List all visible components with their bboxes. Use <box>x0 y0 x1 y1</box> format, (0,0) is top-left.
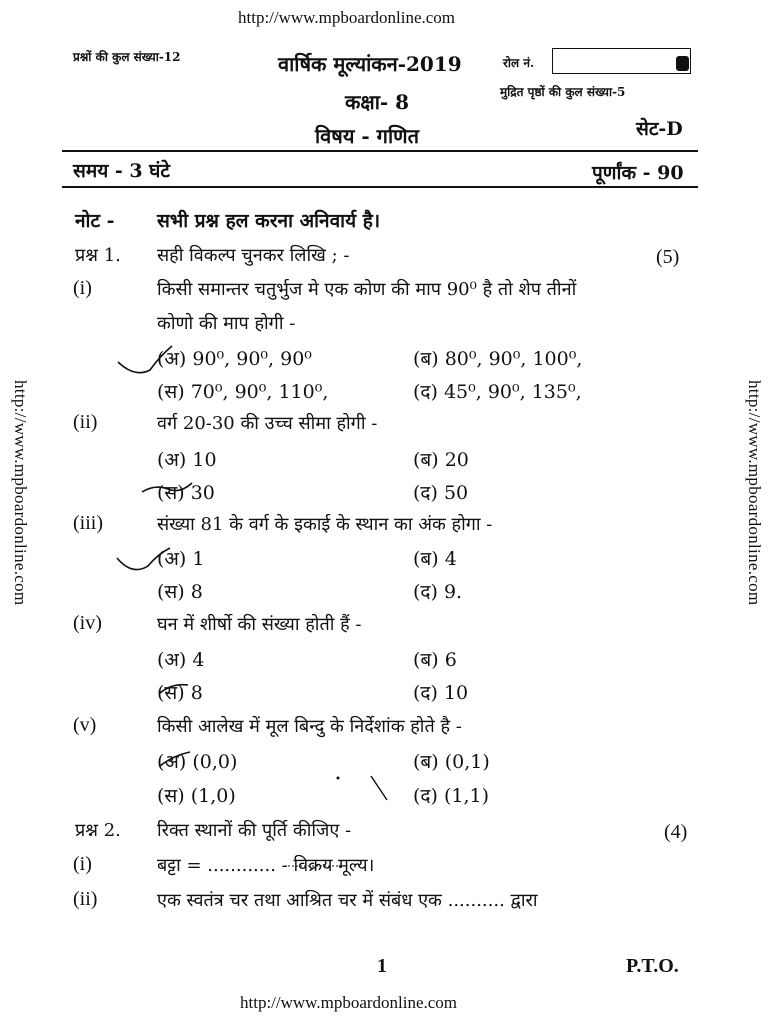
q1-iv-opt-a: (अ) 4 <box>157 649 205 671</box>
strike-mark-q1-v <box>160 752 190 766</box>
page-number: 1 <box>377 955 387 977</box>
stray-dot <box>337 777 340 780</box>
q1-v-opt-a: (अ) (0,0) <box>157 751 238 773</box>
q2-ii-text: एक स्वतंत्र चर तथा आश्रित चर में संबंध एक .......... द्वारा <box>157 890 538 911</box>
q1-v-opt-d: (द) (1,1) <box>413 785 489 807</box>
note-label: नोट - <box>75 210 115 232</box>
right-side-url: http://www.mpboardonline.com <box>745 380 764 606</box>
q1-marks: (5) <box>656 246 680 268</box>
q1-i-text-2: कोणो की माप होगी - <box>157 313 296 334</box>
tick-mark-q1-iii <box>117 548 170 570</box>
q2-i-num: (i) <box>73 853 92 875</box>
max-marks: पूर्णांक - 90 <box>592 162 684 184</box>
left-side-url: http://www.mpboardonline.com <box>11 380 30 606</box>
set-label: सेट-D <box>636 118 683 140</box>
q1-instruction: सही विकल्प चुनकर लिखि ; - <box>157 245 350 266</box>
q1-i-opt-c: (स) 70⁰, 90⁰, 110⁰, <box>157 381 329 403</box>
q1-ii-opt-c: (स) 30 <box>157 482 215 504</box>
tick-mark-q1-i <box>118 346 172 373</box>
bottom-url: http://www.mpboardonline.com <box>240 993 458 1012</box>
q2-i-text: बट्टा = ............ - विक्रय मूल्य। <box>157 855 375 876</box>
time-label: समय - 3 घंटे <box>73 160 170 182</box>
q1-iv-num: (iv) <box>73 612 102 634</box>
q1-ii-opt-b: (ब) 20 <box>413 449 469 471</box>
q1-iv-opt-b: (ब) 6 <box>413 649 457 671</box>
q2-label: प्रश्न 2. <box>75 820 121 841</box>
q1-iii-num: (iii) <box>73 512 103 534</box>
q1-ii-opt-d: (द) 50 <box>413 482 469 504</box>
q2-instruction: रिक्त स्थानों की पूर्ति कीजिए - <box>157 820 352 841</box>
exam-title: वार्षिक मूल्यांकन-2019 <box>278 52 462 76</box>
q1-i-opt-b: (ब) 80⁰, 90⁰, 100⁰, <box>413 348 583 370</box>
class-label: कक्षा- 8 <box>345 90 410 114</box>
q1-iv-opt-c: (स) 8 <box>157 682 203 704</box>
q1-i-num: (i) <box>73 277 92 299</box>
top-url: http://www.mpboardonline.com <box>238 8 456 27</box>
printed-pages: मुद्रित पृष्ठों की कुल संख्या-5 <box>500 85 626 99</box>
q1-v-opt-c: (स) (1,0) <box>157 785 236 807</box>
stray-stroke <box>371 776 387 800</box>
q1-ii-text: वर्ग 20-30 की उच्च सीमा होगी - <box>157 413 378 434</box>
q1-v-text: किसी आलेख में मूल बिन्दु के निर्देशांक होते है - <box>157 716 462 737</box>
q1-i-opt-a: (अ) 90⁰, 90⁰, 90⁰ <box>157 348 312 370</box>
q1-iii-opt-d: (द) 9. <box>413 581 463 603</box>
q1-v-opt-b: (ब) (0,1) <box>413 751 490 773</box>
q1-i-opt-d: (द) 45⁰, 90⁰, 135⁰, <box>413 381 582 403</box>
q2-ii-num: (ii) <box>73 888 98 910</box>
pto-label: P.T.O. <box>626 955 679 977</box>
note-text: सभी प्रश्न हल करना अनिवार्य है। <box>157 210 381 232</box>
q1-iii-text: संख्या 81 के वर्ग के इकाई के स्थान का अंक होगा - <box>157 514 493 535</box>
q2-marks: (4) <box>664 821 688 843</box>
q1-v-num: (v) <box>73 714 97 736</box>
total-questions: प्रश्नों की कुल संख्या-12 <box>73 50 181 64</box>
q1-label: प्रश्न 1. <box>75 245 121 266</box>
strike-mark-q1-iv <box>160 685 188 693</box>
q1-ii-num: (ii) <box>73 411 98 433</box>
subject-label: विषय - गणित <box>315 124 419 148</box>
q1-i-text-1: किसी समान्तर चतुर्भुज मे एक कोण की माप 90⁰ है तो शेप तीनों <box>157 279 577 300</box>
q1-iv-opt-d: (द) 10 <box>413 682 469 704</box>
q1-iii-opt-a: (अ) 1 <box>157 548 205 570</box>
q1-iii-opt-b: (ब) 4 <box>413 548 457 570</box>
q1-iv-text: घन में शीर्षो की संख्या होती हैं - <box>157 614 362 635</box>
strike-mark-q1-ii <box>142 483 192 492</box>
roll-no-label: रोल नं. <box>503 56 535 70</box>
q1-iii-opt-c: (स) 8 <box>157 581 203 603</box>
q1-ii-opt-a: (अ) 10 <box>157 449 217 471</box>
